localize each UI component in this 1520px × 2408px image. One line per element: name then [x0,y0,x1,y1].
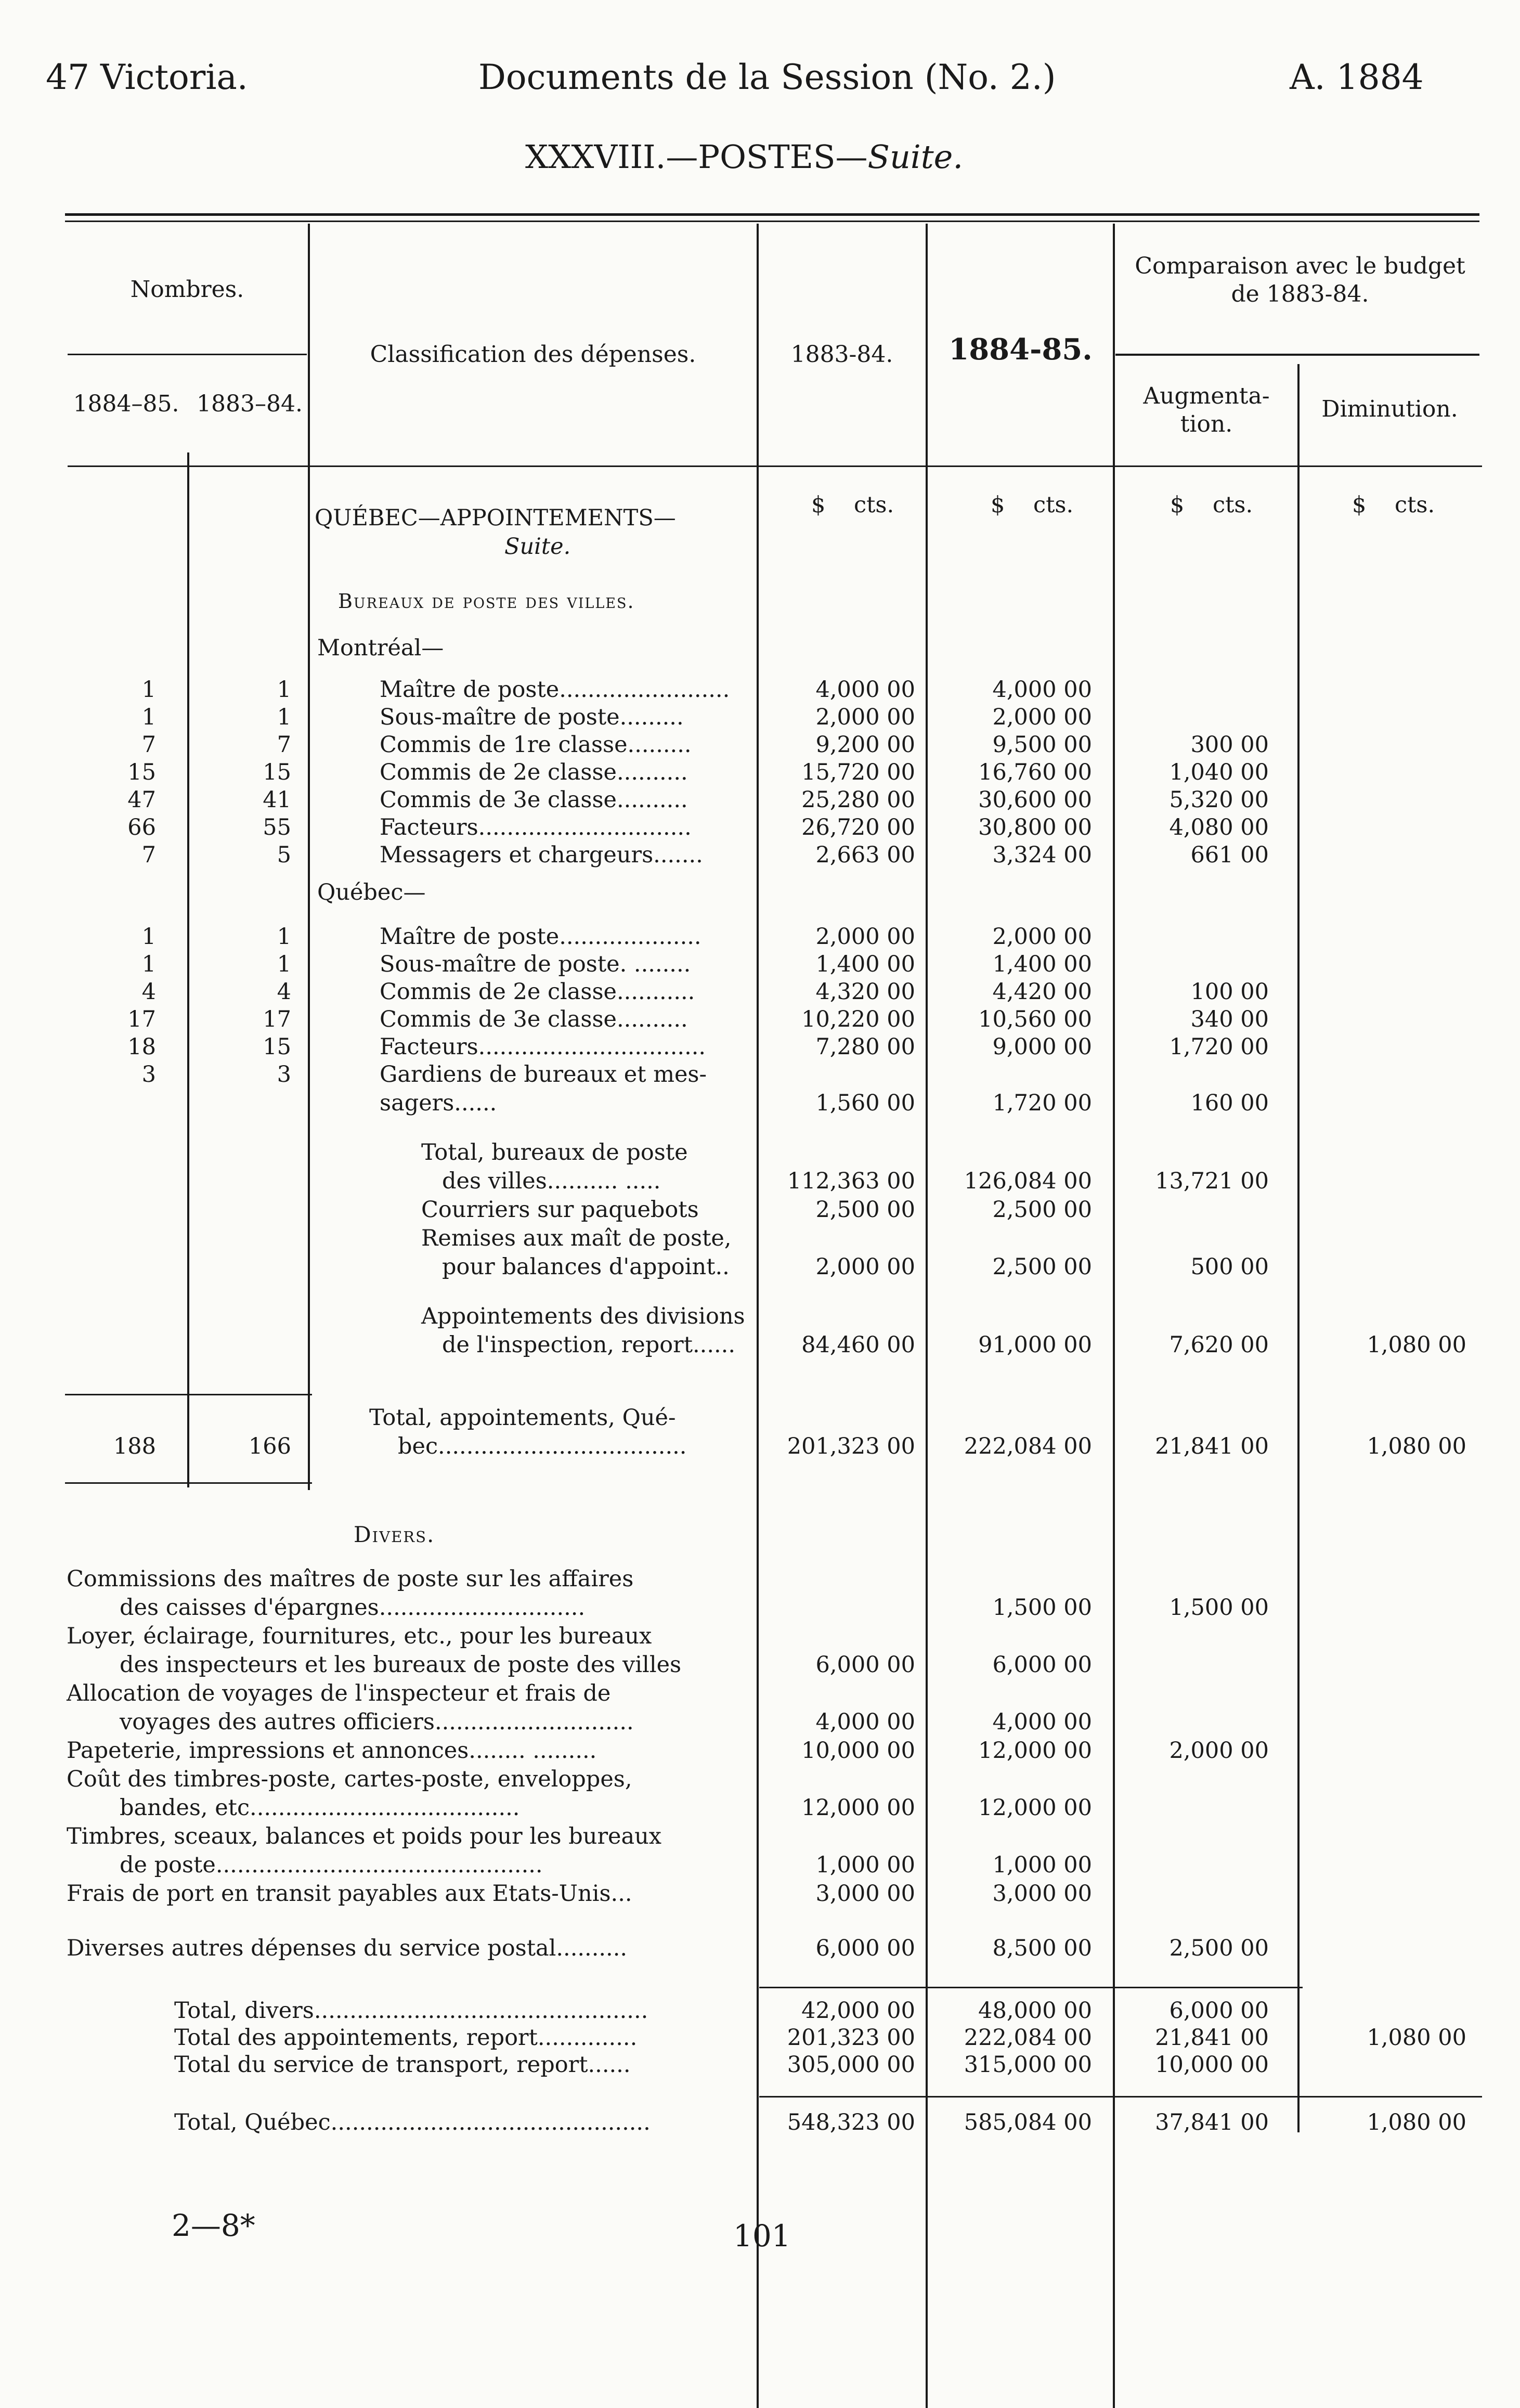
col-divider-aug [1113,224,1115,2408]
value-augmentation: 4,080 00 [1169,814,1269,840]
quebec-label: Québec— [317,879,426,905]
value-1883: 2,000 00 [815,704,915,730]
count-1884: 17 [127,1006,156,1032]
row-description-cont: de poste.............................................. [120,1852,543,1878]
signature-mark: 2—8* [172,2208,255,2243]
count-1883: 41 [263,787,291,813]
unit-dim [1352,491,1435,519]
unit-1884 [991,491,1073,519]
row-description: Maître de poste........................ [380,677,730,703]
value-1883: 10,000 00 [801,1738,915,1764]
header-left: 47 Victoria. [46,57,248,97]
count-1884: 1 [141,704,156,730]
row-description: Diverses autres dépenses du service postal.......... [67,1935,628,1961]
count-1884: 188 [113,1433,156,1459]
unit-dollar: $ [991,492,1005,518]
count-1883: 1 [277,924,291,950]
row-description: Commis de 2e classe........... [380,979,695,1005]
value-1883: 201,323 00 [787,1433,915,1459]
row-description-cont: de l'inspection, report...... [442,1332,735,1358]
count-1884: 15 [127,759,156,785]
colhead-n1883: 1883–84. [197,391,303,417]
nombres-rule [68,354,307,355]
count-1883: 1 [277,677,291,703]
colhead-comparaison: Comparaison avec le budget de 1883-84. [1135,253,1465,307]
value-1884: 10,560 00 [978,1006,1092,1032]
row-description-cont: des inspecteurs et les bureaux de poste des villes [120,1652,682,1678]
value-1884: 2,500 00 [992,1254,1092,1280]
value-1883: 112,363 00 [787,1168,915,1194]
count-1884: 1 [141,677,156,703]
value-augmentation: 6,000 00 [1169,1998,1269,2024]
grand-total-rule [759,2096,1482,2098]
row-description-cont: des caisses d'épargnes............................. [120,1595,586,1621]
count-1884: 66 [127,814,156,840]
top-rule-2 [65,221,1479,222]
value-1884: 2,000 00 [992,704,1092,730]
value-1884: 6,000 00 [992,1652,1092,1678]
value-1883: 4,000 00 [815,677,915,703]
row-description: Total, appointements, Qué- [369,1405,676,1431]
value-diminution: 1,080 00 [1367,2109,1466,2135]
row-description: Total, divers............................................... [174,1998,648,2024]
colhead-classification: Classification des dépenses. [370,341,696,368]
count-1883: 17 [263,1006,291,1032]
value-1884: 222,084 00 [964,1433,1092,1459]
value-1883: 12,000 00 [801,1795,915,1821]
value-augmentation: 340 00 [1190,1006,1269,1032]
value-augmentation: 1,040 00 [1169,759,1269,785]
row-description: Commis de 3e classe.......... [380,787,688,813]
row-description: Coût des timbres-poste, cartes-poste, enveloppes, [67,1766,632,1792]
divers-title: Divers. [354,1522,435,1547]
count-1883: 15 [263,759,291,785]
unit-aug [1170,491,1253,519]
value-1883: 1,560 00 [815,1090,915,1116]
value-augmentation: 300 00 [1190,732,1269,758]
value-augmentation: 661 00 [1190,842,1269,868]
row-description-cont: bec................................... [398,1433,687,1459]
value-1884: 12,000 00 [978,1795,1092,1821]
value-1884: 315,000 00 [964,2052,1092,2078]
row-description: Maître de poste.................... [380,924,701,950]
value-1883: 3,000 00 [815,1881,915,1907]
row-description: Remises aux maît de poste, [421,1225,732,1251]
count-1884: 1 [141,951,156,977]
unit-cts: cts. [854,492,894,518]
unit-cts: cts. [1395,492,1435,518]
unit-dollar: $ [1170,492,1185,518]
col-divider-nombres [187,452,189,1487]
count-1883: 4 [277,979,291,1005]
value-1883: 26,720 00 [801,814,915,840]
row-description: Frais de port en transit payables aux Etats-Unis... [67,1881,632,1907]
value-1884: 4,000 00 [992,677,1092,703]
page-title [525,138,963,176]
count-1883: 15 [263,1034,291,1060]
header-right: A. 1884 [1290,57,1424,97]
value-augmentation: 37,841 00 [1155,2109,1269,2135]
section-title-suffix: Suite. [504,534,571,560]
col-divider-1884 [926,224,928,2408]
value-augmentation: 1,500 00 [1169,1595,1269,1621]
count-1883: 166 [248,1433,291,1459]
value-diminution: 1,080 00 [1367,2025,1466,2051]
count-1884: 1 [141,924,156,950]
page-title-main: XXXVIII.—POSTES— [525,138,868,176]
value-1883: 7,280 00 [815,1034,915,1060]
value-1883: 1,400 00 [815,951,915,977]
row-description: Total, bureaux de poste [421,1140,688,1166]
unit-dollar: $ [1352,492,1367,518]
value-augmentation: 10,000 00 [1155,2052,1269,2078]
row-description: Courriers sur paquebots [421,1197,699,1223]
total-app-rule-bottom [65,1482,312,1484]
value-1884: 222,084 00 [964,2025,1092,2051]
unit-cts: cts. [1213,492,1253,518]
section-subtitle: Bureaux de poste des villes. [338,590,635,613]
count-1883: 7 [277,732,291,758]
col-divider-dim [1297,364,1300,2132]
value-1884: 48,000 00 [978,1998,1092,2024]
count-1884: 47 [127,787,156,813]
unit-dollar: $ [811,492,826,518]
row-description: Sous-maître de poste. ........ [380,951,691,977]
count-1883: 55 [263,814,291,840]
row-description: Loyer, éclairage, fournitures, etc., pour les bureaux [67,1623,652,1649]
row-description: Allocation de voyages de l'inspecteur et frais de [67,1680,611,1706]
page-title-suffix: Suite. [867,138,964,176]
header-center: Documents de la Session (No. 2.) [478,57,1056,97]
value-1884: 30,600 00 [978,787,1092,813]
row-description-cont: des villes.......... ..... [442,1168,661,1194]
unit-1883 [811,491,894,519]
value-augmentation: 2,000 00 [1169,1738,1269,1764]
value-1884: 1,720 00 [992,1090,1092,1116]
row-description: Total, Québec............................................. [174,2109,651,2135]
value-1883: 1,000 00 [815,1852,915,1878]
count-1883: 5 [277,842,291,868]
value-1883: 2,000 00 [815,1254,915,1280]
row-description: Papeterie, impressions et annonces........ ......... [67,1738,597,1764]
count-1883: 1 [277,951,291,977]
value-augmentation: 160 00 [1190,1090,1269,1116]
row-description-cont: voyages des autres officiers............................ [120,1709,634,1735]
row-description: Facteurs................................ [380,1034,706,1060]
value-1883: 42,000 00 [801,1998,915,2024]
value-1884: 4,420 00 [992,979,1092,1005]
value-1884: 9,500 00 [992,732,1092,758]
value-augmentation: 21,841 00 [1155,2025,1269,2051]
value-augmentation: 5,320 00 [1169,787,1269,813]
value-1884: 2,000 00 [992,924,1092,950]
value-1883: 4,320 00 [815,979,915,1005]
value-1883: 9,200 00 [815,732,915,758]
row-description: Commis de 2e classe.......... [380,759,688,785]
colhead-n1884: 1884–85. [73,391,179,417]
row-description: Total des appointements, report.............. [174,2025,638,2051]
value-1883: 6,000 00 [815,1935,915,1961]
value-1884: 3,324 00 [992,842,1092,868]
value-1883: 10,220 00 [801,1006,915,1032]
row-description-cont: sagers...... [380,1090,497,1116]
colhead-1883: 1883-84. [790,341,893,368]
row-description: Facteurs.............................. [380,814,692,840]
value-1884: 126,084 00 [964,1168,1092,1194]
total-app-rule-top [65,1394,312,1395]
value-augmentation: 500 00 [1190,1254,1269,1280]
count-1884: 7 [141,842,156,868]
row-description: Sous-maître de poste......... [380,704,684,730]
value-1884: 1,500 00 [992,1595,1092,1621]
count-1884: 3 [141,1061,156,1088]
value-1884: 585,084 00 [964,2109,1092,2135]
value-augmentation: 7,620 00 [1169,1332,1269,1358]
value-1883: 6,000 00 [815,1652,915,1678]
section-title: QUÉBEC—APPOINTEMENTS— [315,505,676,531]
col-divider-classification [308,224,310,1490]
row-description: Messagers et chargeurs....... [380,842,703,868]
value-1884: 9,000 00 [992,1034,1092,1060]
value-1883: 305,000 00 [787,2052,915,2078]
value-1884: 1,000 00 [992,1852,1092,1878]
count-1884: 4 [141,979,156,1005]
count-1883: 1 [277,704,291,730]
count-1884: 18 [127,1034,156,1060]
value-1884: 16,760 00 [978,759,1092,785]
value-1883: 2,000 00 [815,924,915,950]
col-divider-1883 [757,224,759,2408]
value-1883: 4,000 00 [815,1709,915,1735]
montreal-label: Montréal— [317,635,444,661]
row-description: Timbres, sceaux, balances et poids pour les bureaux [67,1823,662,1849]
unit-cts: cts. [1033,492,1074,518]
value-1883: 15,720 00 [801,759,915,785]
value-1884: 4,000 00 [992,1709,1092,1735]
value-1883: 84,460 00 [801,1332,915,1358]
header-bottom-rule [68,465,1482,467]
value-augmentation: 100 00 [1190,979,1269,1005]
value-1883: 25,280 00 [801,787,915,813]
row-description: Appointements des divisions [421,1303,745,1329]
value-1884: 1,400 00 [992,951,1092,977]
row-description-cont: bandes, etc...................................... [120,1795,520,1821]
value-1883: 548,323 00 [787,2109,915,2135]
colhead-1884: 1884-85. [949,332,1093,367]
value-augmentation: 2,500 00 [1169,1935,1269,1961]
value-1884: 2,500 00 [992,1197,1092,1223]
count-1883: 3 [277,1061,291,1088]
colhead-nombres: Nombres. [130,276,244,303]
row-description: Commis de 3e classe.......... [380,1006,688,1032]
value-1884: 91,000 00 [978,1332,1092,1358]
count-1884: 7 [141,732,156,758]
value-1883: 2,663 00 [815,842,915,868]
value-1883: 201,323 00 [787,2025,915,2051]
colhead-diminution: Diminution. [1321,396,1458,422]
value-diminution: 1,080 00 [1367,1433,1466,1459]
row-description: Total du service de transport, report...... [174,2052,631,2078]
value-1884: 12,000 00 [978,1738,1092,1764]
comparaison-rule [1115,354,1479,356]
row-description: Gardiens de bureaux et mes- [380,1061,707,1088]
value-1884: 3,000 00 [992,1881,1092,1907]
row-description: Commissions des maîtres de poste sur les affaires [67,1566,634,1592]
colhead-augmentation: Augmenta-tion. [1143,383,1270,437]
value-1884: 8,500 00 [992,1935,1092,1961]
value-augmentation: 1,720 00 [1169,1034,1269,1060]
row-description-cont: pour balances d'appoint.. [442,1254,730,1280]
value-1883: 2,500 00 [815,1197,915,1223]
totals-rule [759,1987,1303,1988]
row-description: Commis de 1re classe......... [380,732,692,758]
value-1884: 30,800 00 [978,814,1092,840]
page-number: 101 [733,2218,791,2254]
value-diminution: 1,080 00 [1367,1332,1466,1358]
value-augmentation: 21,841 00 [1155,1433,1269,1459]
value-augmentation: 13,721 00 [1155,1168,1269,1194]
top-rule [65,213,1479,216]
